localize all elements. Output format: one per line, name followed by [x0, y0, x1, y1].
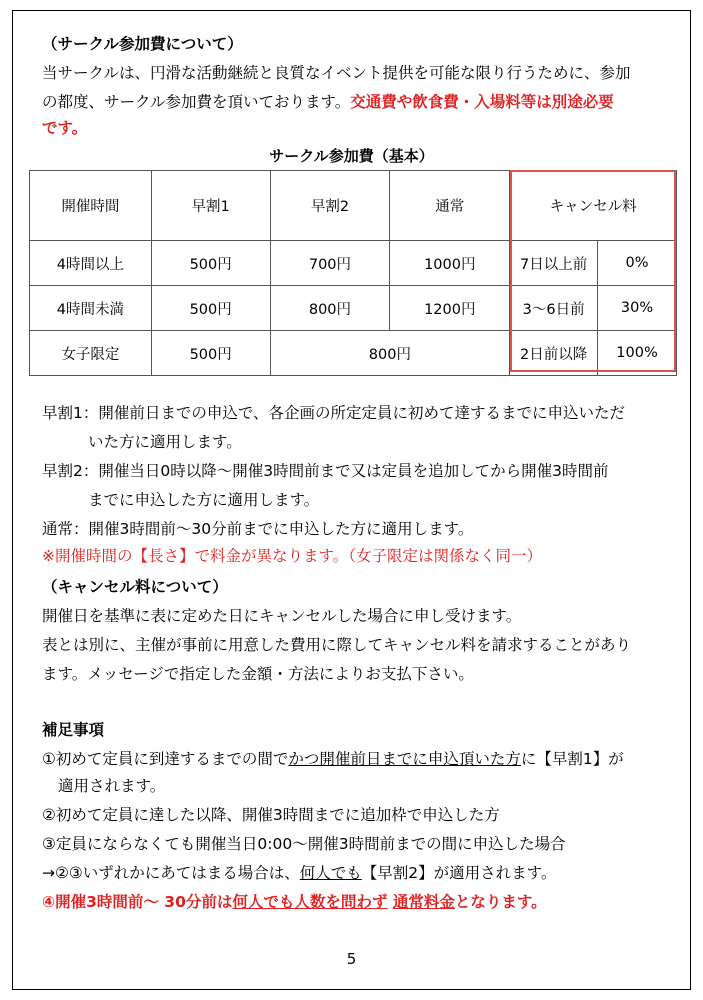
underlined-condition: かつ開催前日までに申込頂いた方	[288, 750, 521, 768]
cell-cancel-rate: 100%	[598, 331, 677, 376]
cell-normal: 1000円	[390, 241, 510, 286]
table-header-row	[30, 171, 677, 241]
supplement-item-1-cont: 適用されます。	[58, 777, 166, 795]
row-label: 4時間未満	[30, 286, 152, 331]
header-early2: 早割2	[270, 171, 390, 241]
fee-intro-1: 当サークルは、円滑な活動継続と良質なイベント提供を可能な限り行うために、参加	[42, 64, 631, 82]
cell-cancel-when: 3～6日前	[510, 286, 598, 331]
cell-merged-price: 800円	[270, 331, 510, 376]
cancel-heading: （キャンセル料について）	[42, 578, 228, 596]
supplement-arrow-note: →②③いずれかにあてはまる場合は、何人でも【早割2】が適用されます。	[42, 864, 557, 882]
header-cancel: キャンセル料	[510, 171, 677, 241]
separate-costs-note: 交通費や飲食費・入場料等は別途必要	[350, 93, 614, 111]
cell-early2: 800円	[270, 286, 390, 331]
table-row	[30, 286, 677, 331]
cancel-line-1: 開催日を基準に表に定めた日にキャンセルした場合に申し受けます。	[42, 607, 522, 625]
early2-definition-cont: までに申込した方に適用します。	[88, 491, 320, 509]
row-label: 4時間以上	[30, 241, 152, 286]
cell-normal: 1200円	[390, 286, 510, 331]
table-title: サークル参加費（基本）	[269, 147, 434, 165]
header-time: 開催時間	[30, 171, 152, 241]
table-row	[30, 331, 677, 376]
cell-cancel-when: 2日前以降	[510, 331, 598, 376]
cell-early2: 700円	[270, 241, 390, 286]
table-row	[30, 241, 677, 286]
cancel-line-2: 表とは別に、主催が事前に用意した費用に際してキャンセル料を請求することがあり	[42, 636, 632, 654]
cell-cancel-rate: 30%	[598, 286, 677, 331]
fee-table	[29, 170, 677, 376]
fee-intro-3: です。	[42, 119, 88, 137]
header-normal: 通常	[390, 171, 510, 241]
early2-definition: 早割2：開催当日0時以降～開催3時間前まで又は定員を追加してから開催3時間前	[42, 462, 609, 480]
early1-definition: 早割1：開催前日までの申込で、各企画の所定定員に初めて達するまでに申込いただ	[42, 404, 626, 422]
cell-early1: 500円	[151, 331, 270, 376]
cell-early1: 500円	[151, 286, 270, 331]
supplement-item-1: ①初めて定員に到達するまでの間でかつ開催前日までに申込頂いた方に【早割1】が	[42, 750, 624, 768]
fee-intro-2: の都度、サークル参加費を頂いております。交通費や飲食費・入場料等は別途必要	[42, 93, 614, 111]
supplement-item-2: ②初めて定員に達した以降、開催3時間までに追加枠で申込した方	[42, 806, 500, 824]
page-number: 5	[346, 950, 357, 968]
supplement-item-3: ③定員にならなくても開催当日0:00～開催3時間前までの間に申込した場合	[42, 835, 566, 853]
cell-early1: 500円	[151, 241, 270, 286]
supplement-item-4: ④開催3時間前～ 30分前は何人でも人数を問わず 通常料金となります。	[42, 893, 547, 911]
supplement-heading: 補足事項	[42, 721, 105, 739]
row-label: 女子限定	[30, 331, 152, 376]
underlined-anyone: 何人でも	[299, 864, 362, 882]
duration-note: ※開催時間の【長さ】で料金が異なります。（女子限定は関係なく同一）	[42, 547, 542, 565]
cell-cancel-rate: 0%	[598, 241, 677, 286]
early1-definition-cont: いた方に適用します。	[88, 433, 242, 451]
fee-heading: （サークル参加費について）	[42, 35, 243, 53]
cell-cancel-when: 7日以上前	[510, 241, 598, 286]
cancel-line-3: ます。メッセージで指定した金額・方法によりお支払下さい。	[42, 665, 474, 683]
header-early1: 早割1	[151, 171, 270, 241]
normal-definition: 通常：開催3時間前～30分前までに申込した方に適用します。	[42, 520, 474, 538]
